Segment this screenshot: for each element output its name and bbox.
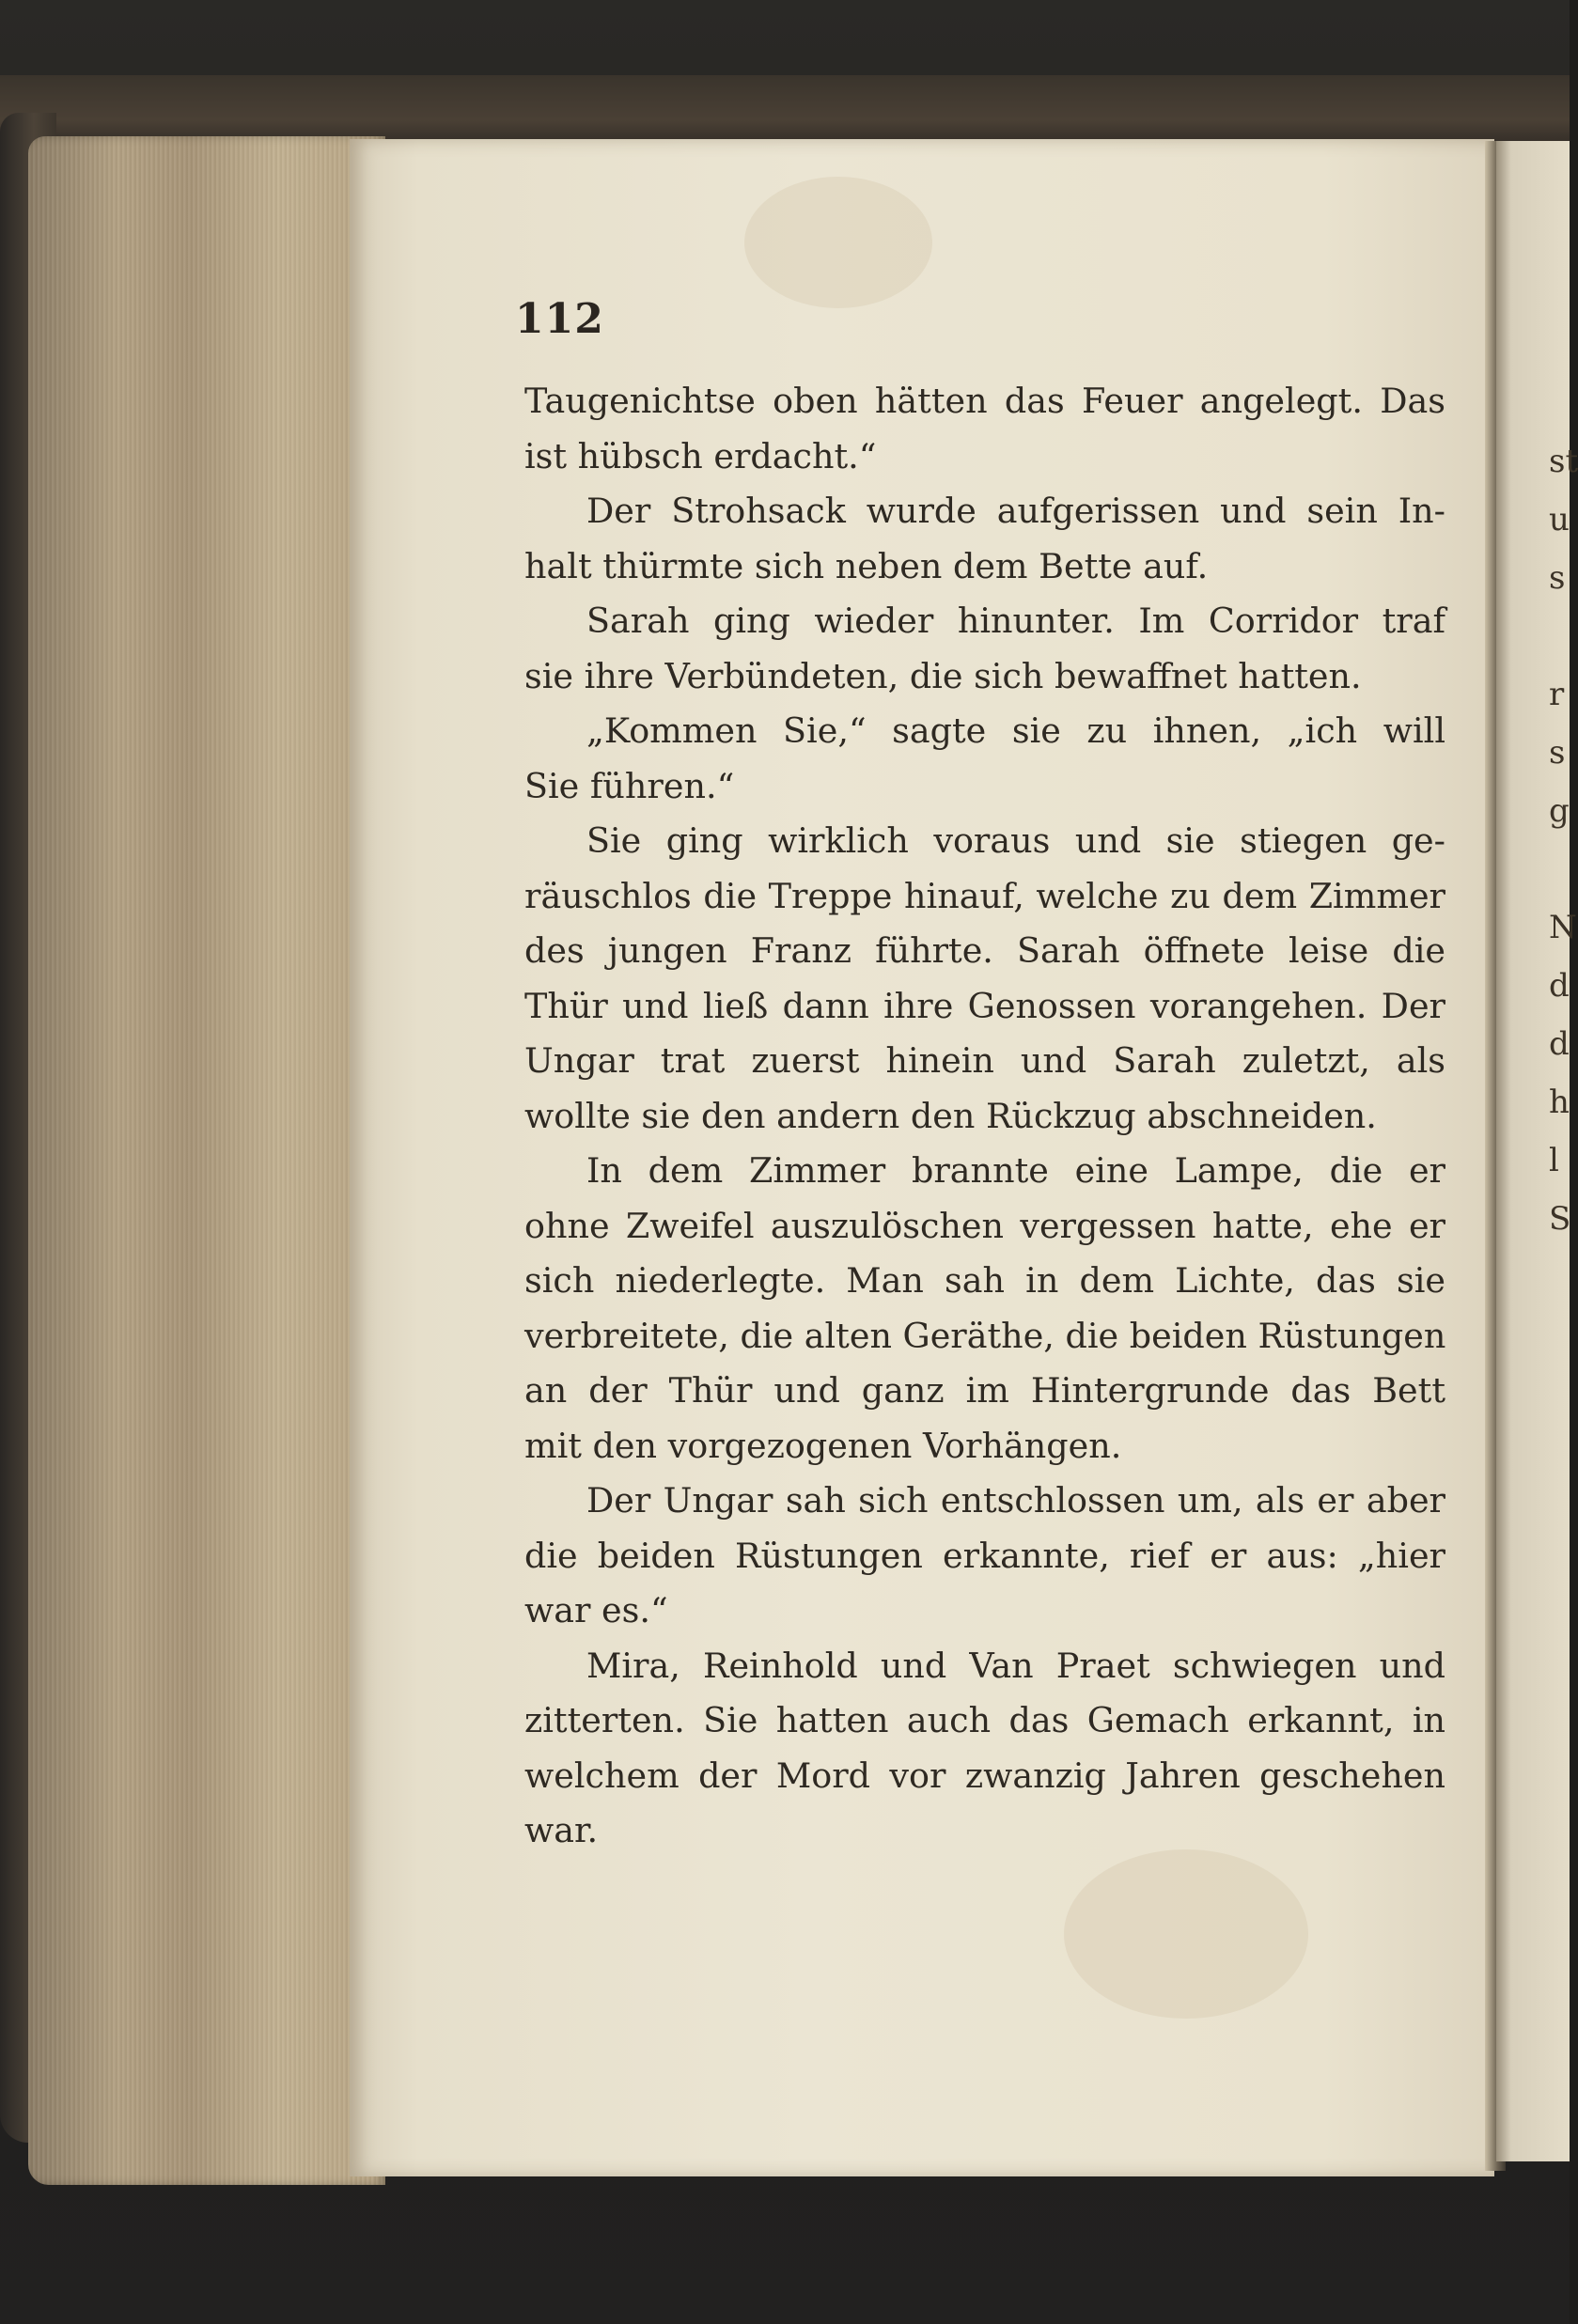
text-line: welchem der Mord vor zwanzig Jahren geschehen — [524, 1755, 1445, 1796]
text-line: räuschlos die Treppe hinauf, welche zu dem Zimmer — [524, 875, 1445, 916]
next-page-letter: S — [1549, 1200, 1571, 1238]
text-line: an der Thür und ganz im Hintergrunde das Bett — [524, 1370, 1445, 1411]
text-line: Sie führen.“ — [524, 765, 735, 806]
text-line: „Kommen Sie,“ sagte sie zu ihnen, „ich will — [586, 710, 1445, 751]
text-line: wollte sie den andern den Rückzug abschneiden. — [524, 1095, 1377, 1136]
next-page-letter: st — [1549, 443, 1578, 480]
text-line: mit den vorgezogenen Vorhängen. — [524, 1425, 1122, 1466]
text-line: war. — [524, 1810, 599, 1850]
next-page-letter: l — [1549, 1142, 1559, 1179]
text-line: ist hübsch erdacht.“ — [524, 435, 877, 476]
next-page-letter — [1549, 840, 1578, 898]
text-line: In dem Zimmer brannte eine Lampe, die er — [586, 1150, 1445, 1191]
text-line: sie ihre Verbündeten, die sich bewaffnet hatten. — [524, 655, 1362, 696]
next-page-letter: s — [1549, 559, 1566, 597]
next-page-letter: h — [1549, 1084, 1570, 1121]
next-page-letter: d — [1549, 1025, 1570, 1063]
text-line: Sarah ging wieder hinunter. Im Corridor traf — [586, 600, 1445, 641]
text-line: Der Strohsack wurde aufgerissen und sein In- — [586, 491, 1445, 531]
text-line: zitterten. Sie hatten auch das Gemach erkannt, in — [524, 1700, 1445, 1740]
text-line: Thür und ließ dann ihre Genossen vorangehen. Der — [524, 985, 1445, 1026]
page-edges — [28, 136, 385, 2185]
next-page-letter — [1549, 607, 1578, 665]
text-line: Der Ungar sah sich entschlossen um, als er aber — [586, 1480, 1445, 1521]
body-text — [524, 374, 1445, 1859]
text-line: Mira, Reinhold und Van Praet schwiegen und — [586, 1645, 1445, 1686]
next-page-fragment — [1549, 432, 1578, 1248]
next-page-letter: d — [1549, 967, 1570, 1005]
paper-stain — [744, 177, 932, 308]
next-page-letter: g — [1549, 792, 1570, 830]
next-page-letter: r — [1549, 676, 1565, 713]
next-page-letter: u — [1549, 501, 1570, 538]
next-page-letter: N — [1549, 909, 1577, 946]
text-line: sich niederlegte. Man sah in dem Lichte, das sie — [524, 1260, 1445, 1301]
text-line: Sie ging wirklich voraus und sie stiegen ge- — [586, 820, 1445, 861]
text-line: ohne Zweifel auszulöschen vergessen hatte, ehe er — [524, 1205, 1445, 1246]
text-line: die beiden Rüstungen erkannte, rief er aus: „hier — [524, 1535, 1445, 1576]
text-line: verbreitete, die alten Geräthe, die beiden Rüstungen — [524, 1315, 1446, 1356]
text-line: Ungar trat zuerst hinein und Sarah zuletzt, als — [524, 1040, 1445, 1081]
page-number: 112 — [515, 295, 604, 343]
text-line: des jungen Franz führte. Sarah öffnete leise die — [524, 930, 1445, 971]
text-line: halt thürmte sich neben dem Bette auf. — [524, 545, 1209, 586]
next-page-letter: s — [1549, 734, 1566, 772]
text-line: war es.“ — [524, 1590, 668, 1630]
paper-stain — [1064, 1849, 1308, 2019]
text-line: Taugenichtse oben hätten das Feuer angelegt. Das — [524, 381, 1445, 421]
